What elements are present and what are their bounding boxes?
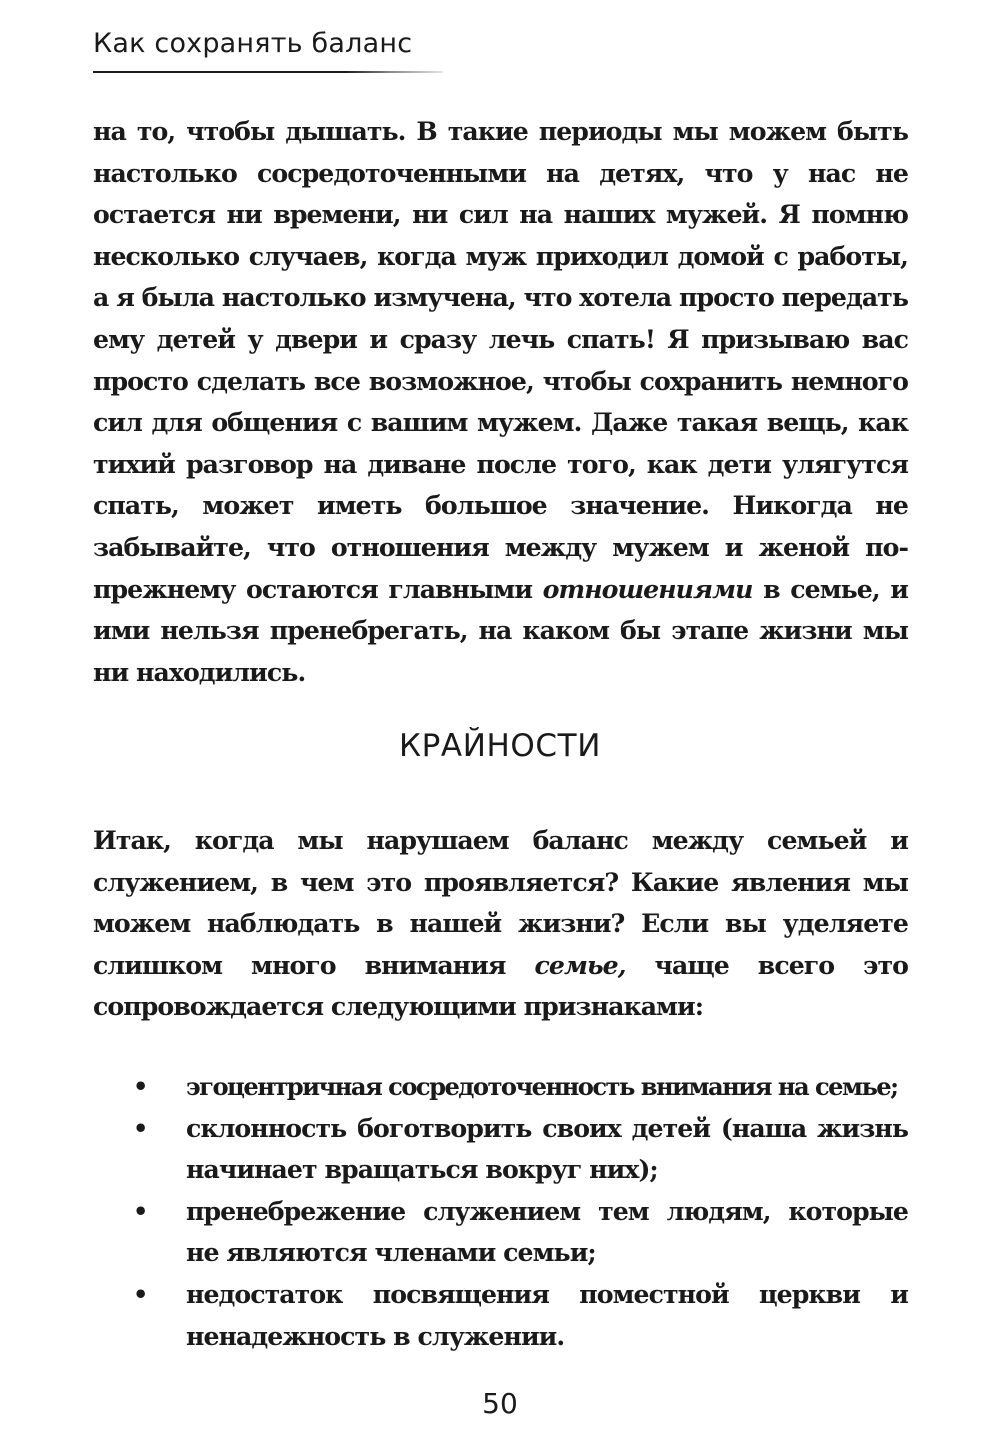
bullet-icon: • [133, 1196, 148, 1226]
running-head: Как сохранять баланс [93, 28, 413, 59]
list-item-text: склонность боготворить своих детей (наша жизнь начинает вращаться вокруг них); [186, 1112, 908, 1185]
paragraph-2-text-start: Итак, когда мы нарушаем баланс между семьей и служением, в чем это проявляется? Какие явления мы можем наблюдать в нашей жизни? Если вы уделяете слишком много внимания [93, 825, 908, 980]
bullet-icon: • [133, 1072, 147, 1101]
list-item-text: пренебрежение служением тем людям, которые не являются членами семьи; [186, 1195, 908, 1268]
paragraph-2-emphasis: семье, [534, 949, 626, 980]
paragraph-2 [93, 820, 908, 1028]
paragraph-1-text-start: на то, чтобы дышать. В такие периоды мы можем быть настолько сосредоточенными на детях, что у нас не остается ни времени, ни сил на наших мужей. Я помню несколько случаев, когда муж приходил домой с работы, а я была настолько измучена, что хотела просто передать ему детей у двери и сразу лечь спать! Я призываю вас просто сделать все возможное, чтобы сохранить немного сил для общения с вашим мужем. Даже такая вещь, как тихий разговор на диване после того, как дети улягутся спать, может иметь большое значение. Никогда не забывайте, что отношения между мужем и женой по-прежнему остаются главными [93, 116, 908, 604]
list-item [93, 1274, 908, 1357]
paragraph-1-emphasis: отношениями [542, 573, 753, 604]
bullet-icon: • [133, 1279, 148, 1309]
list-item [93, 1066, 908, 1108]
section-heading: КРАЙНОСТИ [399, 728, 601, 764]
list-item-text: недостаток посвящения поместной церкви и ненадежность в служении. [186, 1278, 908, 1351]
paragraph-1 [93, 111, 908, 693]
list-item [93, 1191, 908, 1274]
header-rule [93, 71, 443, 73]
bullet-icon: • [133, 1113, 148, 1143]
page-number: 50 [482, 1387, 518, 1420]
signs-list [93, 1066, 908, 1357]
paragraph-1-text-end: в семье, и ими нельзя пренебрегать, на каком бы этапе жизни мы ни находились. [93, 573, 909, 687]
list-item-text: эгоцентричная сосредоточенность внимания на семье; [186, 1072, 898, 1101]
list-item [93, 1108, 908, 1191]
paragraph-2-text-end: чаще всего это сопровождается следующими признаками: [93, 949, 908, 1022]
